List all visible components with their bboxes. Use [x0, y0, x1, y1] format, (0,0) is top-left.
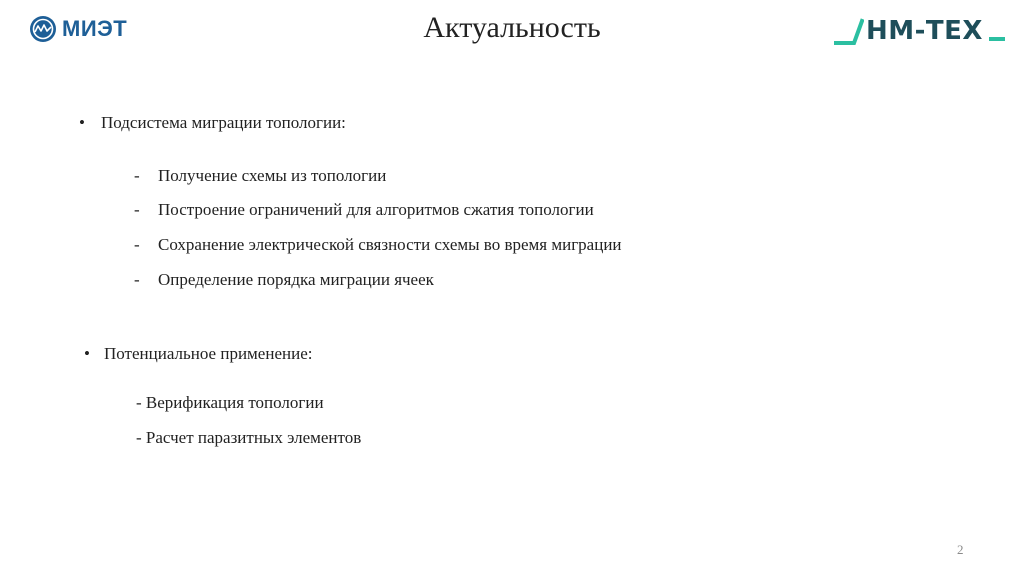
list-item: Определение порядка миграции ячеек	[158, 270, 434, 289]
page-number: 2	[957, 542, 964, 557]
list-item: - Расчет паразитных элементов	[136, 428, 362, 447]
dash-marker: -	[134, 200, 140, 219]
bullet-marker: •	[79, 113, 85, 132]
nm-tech-logo	[834, 14, 1005, 48]
miet-logo-text: МИЭТ	[62, 16, 128, 41]
bullet-marker: •	[84, 344, 90, 363]
underscore-icon	[989, 37, 1005, 41]
list-item: Сохранение электрической связности схемы во время миграции	[158, 235, 622, 254]
dash-marker: -	[134, 235, 140, 254]
list-item: Построение ограничений для алгоритмов сжатия топологии	[158, 200, 594, 219]
section-heading: Подсистема миграции топологии:	[101, 113, 346, 132]
nm-tech-logo-text: НМ-ТЕХ	[866, 16, 983, 46]
dash-marker: -	[134, 270, 140, 289]
page-title: Актуальность	[423, 11, 601, 44]
slash-icon	[834, 16, 864, 46]
list-item: Получение схемы из топологии	[158, 166, 387, 185]
list-item: - Верификация топологии	[136, 393, 324, 412]
section-heading: Потенциальное применение:	[104, 344, 313, 363]
dash-marker: -	[134, 166, 140, 185]
